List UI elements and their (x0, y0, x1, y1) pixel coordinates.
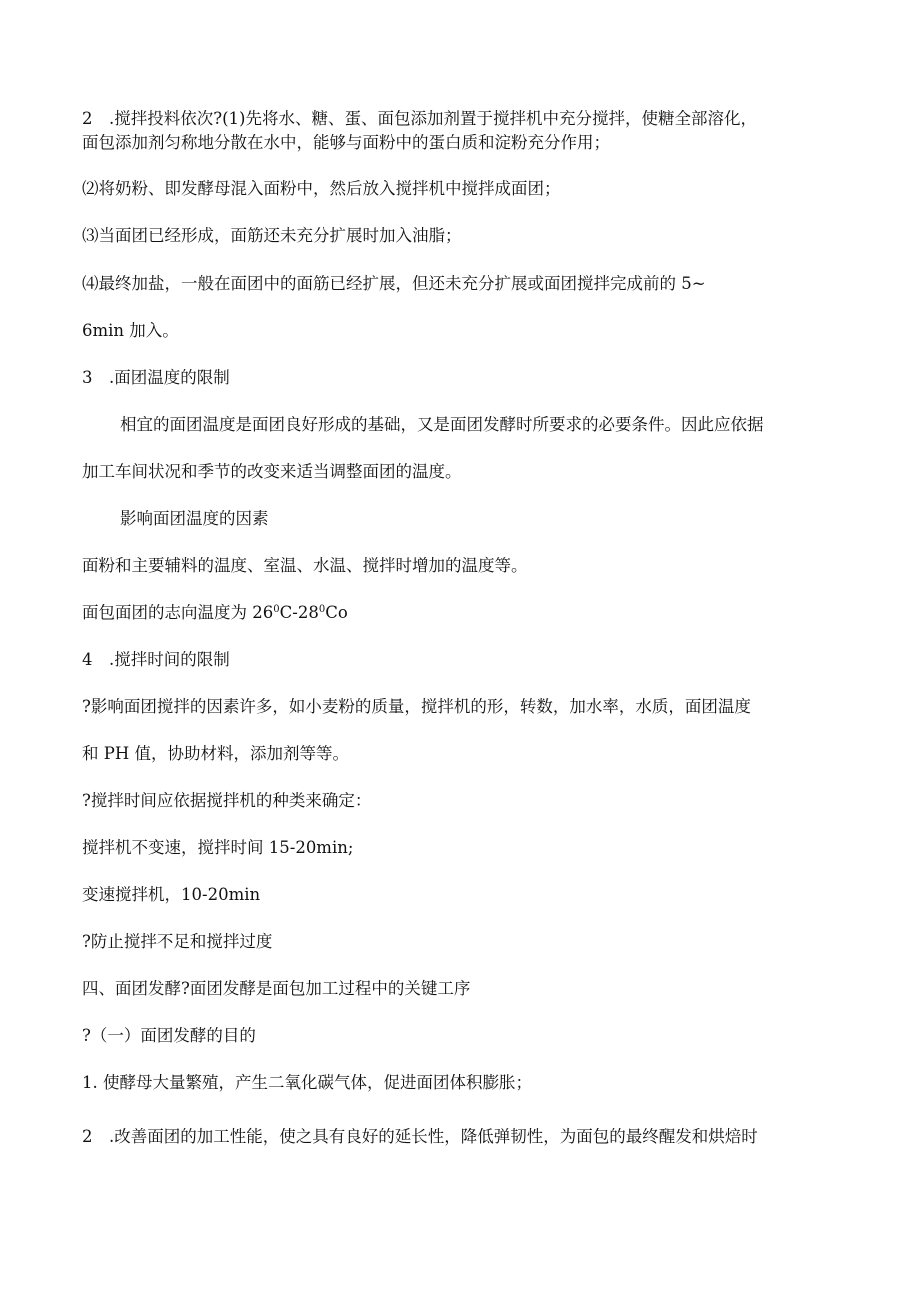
temperature-text: C-28 (279, 603, 319, 622)
text-line: 面包添加剂匀称地分散在水中，能够与面粉中的蛋白质和淀粉充分作用； (82, 133, 610, 152)
text-line: 1. 使酵母大量繁殖，产生二氧化碳气体，促进面团体积膨胀； (82, 1073, 532, 1092)
text-line: 影响面团温度的因素 (120, 509, 269, 528)
text-line: 相宜的面团温度是面团良好形成的基础，又是面团发酵时所要求的必要条件。因此应依据 (120, 415, 764, 434)
temperature-text: Co (325, 603, 348, 622)
section-heading: 4 .搅拌时间的限制 (82, 650, 230, 669)
text-line: ?防止搅拌不足和搅拌过度 (82, 932, 273, 951)
text-line: 变速搅拌机，10-20min (82, 885, 261, 904)
section-heading: 四、面团发酵?面团发酵是面包加工过程中的关键工序 (82, 979, 471, 998)
degree-superscript: 0 (318, 604, 326, 615)
text-line: 2 .搅拌投料依次?(1)先将水、糖、蛋、面包添加剂置于搅拌机中充分搅拌，使糖全部溶化， (82, 109, 757, 128)
text-line: ⑵将奶粉、即发酵母混入面粉中，然后放入搅拌机中搅拌成面团； (82, 179, 561, 198)
temperature-text: 面包面团的志向温度为 26 (82, 603, 274, 622)
text-line: ⑶当面团已经形成，面筋还未充分扩展时加入油脂； (82, 226, 462, 245)
text-line: ?影响面团搅拌的因素许多，如小麦粉的质量，搅拌机的形，转数，加水率，水质，面团温度 (82, 697, 751, 716)
text-line: ?搅拌时间应依据搅拌机的种类来确定： (82, 791, 372, 810)
temperature-line (82, 602, 348, 624)
text-line: ⑷最终加盐，一般在面团中的面筋已经扩展，但还未充分扩展或面团搅拌完成前的 5~ (82, 274, 706, 293)
text-line: 6min 加入。 (82, 321, 179, 340)
text-line: 加工车间状况和季节的改变来适当调整面团的温度。 (82, 462, 462, 481)
text-line: 2 .改善面团的加工性能，使之具有良好的延长性，降低弹韧性，为面包的最终醒发和烘焙时 (82, 1127, 758, 1146)
degree-superscript: 0 (273, 604, 280, 615)
text-line: 搅拌机不变速，搅拌时间 15-20min; (82, 838, 354, 857)
subsection-heading: ?（一）面团发酵的目的 (82, 1026, 256, 1045)
text-line: 面粉和主要辅料的温度、室温、水温、搅拌时增加的温度等。 (82, 556, 528, 575)
text-line: 和 PH 值，协助材料，添加剂等等。 (82, 744, 349, 763)
section-heading: 3 .面团温度的限制 (82, 368, 230, 387)
